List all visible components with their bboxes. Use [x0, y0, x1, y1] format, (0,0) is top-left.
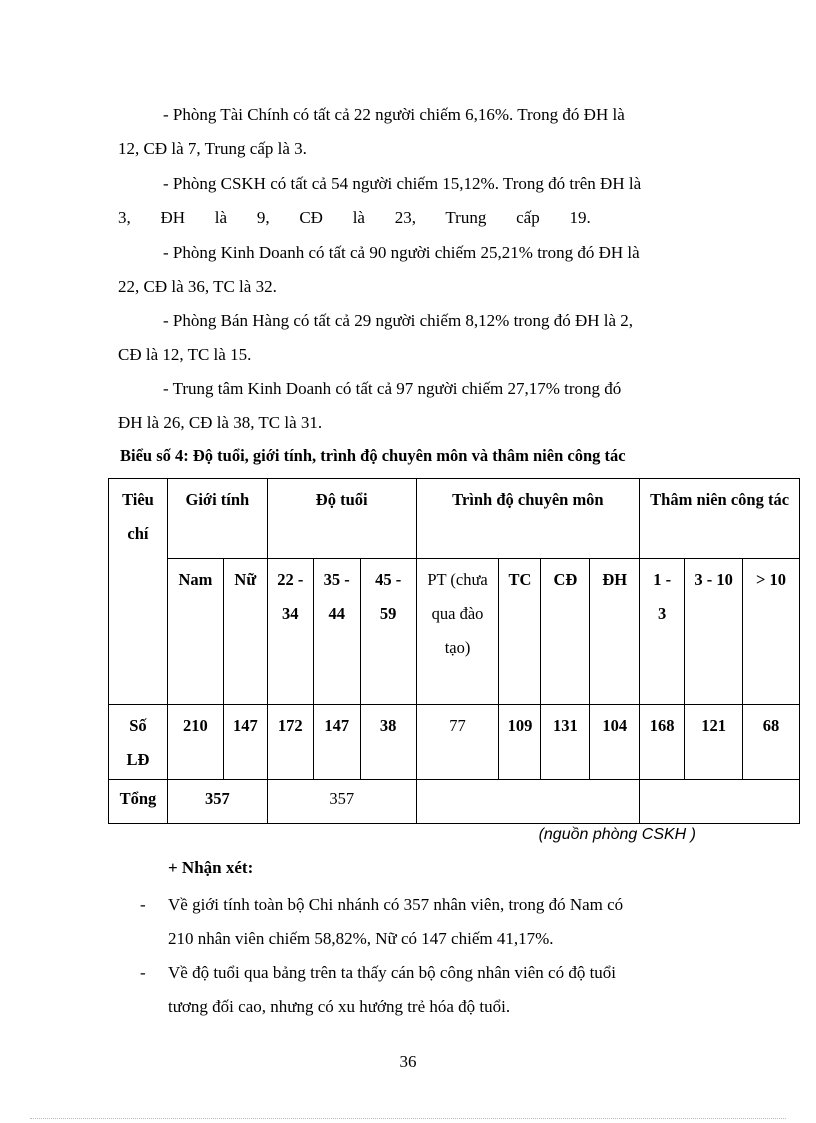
age-45-59-header: 45 - 59	[360, 559, 416, 705]
seniority-10-plus-header: > 10	[743, 559, 800, 705]
criteria-header: Tiêu chí	[109, 479, 168, 705]
total-qualification	[416, 780, 640, 824]
remarks-heading: + Nhận xét:	[168, 858, 254, 877]
paragraph-sales: - Phòng Bán Hàng có tất cả 29 người chiếm 8,12% trong đó ĐH là 2, CĐ là 12, TC là 15.	[118, 311, 634, 364]
total-seniority	[640, 780, 800, 824]
age-header: Độ tuổi	[267, 479, 416, 559]
qualification-header: Trình độ chuyên môn	[416, 479, 640, 559]
tc-header: TC	[499, 559, 541, 705]
workers-row-label: Số LĐ	[109, 705, 168, 780]
page-number: 36	[399, 1052, 417, 1071]
seniority-3-10-header: 3 - 10	[685, 559, 743, 705]
seniority-1-3-header: 1 - 3	[640, 559, 685, 705]
paragraph-finance: - Phòng Tài Chính có tất cả 22 người chiếm 6,16%. Trong đó ĐH là 12, CĐ là 7, Trung cấp là 3.	[118, 105, 625, 158]
bullet-dash: -	[140, 895, 146, 914]
age-35-44-header: 35 - 44	[313, 559, 360, 705]
total-age: 357	[267, 780, 416, 824]
table-subheader-row	[109, 559, 800, 705]
total-row-label: Tổng	[109, 780, 168, 824]
remarks-list	[140, 888, 700, 1024]
male-header: Nam	[167, 559, 223, 705]
workers-pt: 77	[416, 705, 499, 780]
source-note: (nguồn phòng CSKH )	[538, 826, 696, 843]
paragraph-business: - Phòng Kinh Doanh có tất cả 90 người chiếm 25,21% trong đó ĐH là 22, CĐ là 36, TC là 32.	[118, 243, 640, 296]
workers-age-22-34: 172	[267, 705, 313, 780]
gender-header: Giới tính	[167, 479, 267, 559]
workers-row	[109, 705, 800, 780]
pt-header: PT (chưa qua đào tạo)	[416, 559, 499, 705]
staff-table	[108, 478, 800, 824]
workers-seniority-3-10: 121	[685, 705, 743, 780]
table-header-row	[109, 479, 800, 559]
workers-cd: 131	[541, 705, 590, 780]
workers-male: 210	[167, 705, 223, 780]
remark-item: - Về giới tính toàn bộ Chi nhánh có 357 nhân viên, trong đó Nam có 210 nhân viên chiếm 58,82%, Nữ có 147 chiếm 41,17%.	[140, 888, 700, 956]
seniority-header: Thâm niên công tác	[640, 479, 800, 559]
cd-header: CĐ	[541, 559, 590, 705]
dh-header: ĐH	[590, 559, 640, 705]
paragraph-cskh: - Phòng CSKH có tất cả 54 người chiếm 15,12%. Trong đó trên ĐH là 3, ĐH là 9, CĐ là 23, Trung cấp 19.	[118, 174, 642, 227]
age-22-34-header: 22 - 34	[267, 559, 313, 705]
bullet-dash: -	[140, 963, 146, 982]
workers-dh: 104	[590, 705, 640, 780]
table-caption: Biểu số 4: Độ tuổi, giới tính, trình độ chuyên môn và thâm niên công tác	[120, 446, 626, 465]
workers-tc: 109	[499, 705, 541, 780]
workers-seniority-10-plus: 68	[743, 705, 800, 780]
total-gender: 357	[167, 780, 267, 824]
remark-item: - Về độ tuổi qua bảng trên ta thấy cán bộ công nhân viên có độ tuổi tương đối cao, nhưng có xu hướng trẻ hóa độ tuổi.	[140, 956, 700, 1024]
workers-seniority-1-3: 168	[640, 705, 685, 780]
workers-age-45-59: 38	[360, 705, 416, 780]
footer-divider	[30, 1118, 786, 1119]
female-header: Nữ	[223, 559, 267, 705]
paragraph-business-center: - Trung tâm Kinh Doanh có tất cả 97 người chiếm 27,17% trong đó ĐH là 26, CĐ là 38, TC là 31.	[118, 379, 622, 432]
total-row	[109, 780, 800, 824]
workers-female: 147	[223, 705, 267, 780]
workers-age-35-44: 147	[313, 705, 360, 780]
